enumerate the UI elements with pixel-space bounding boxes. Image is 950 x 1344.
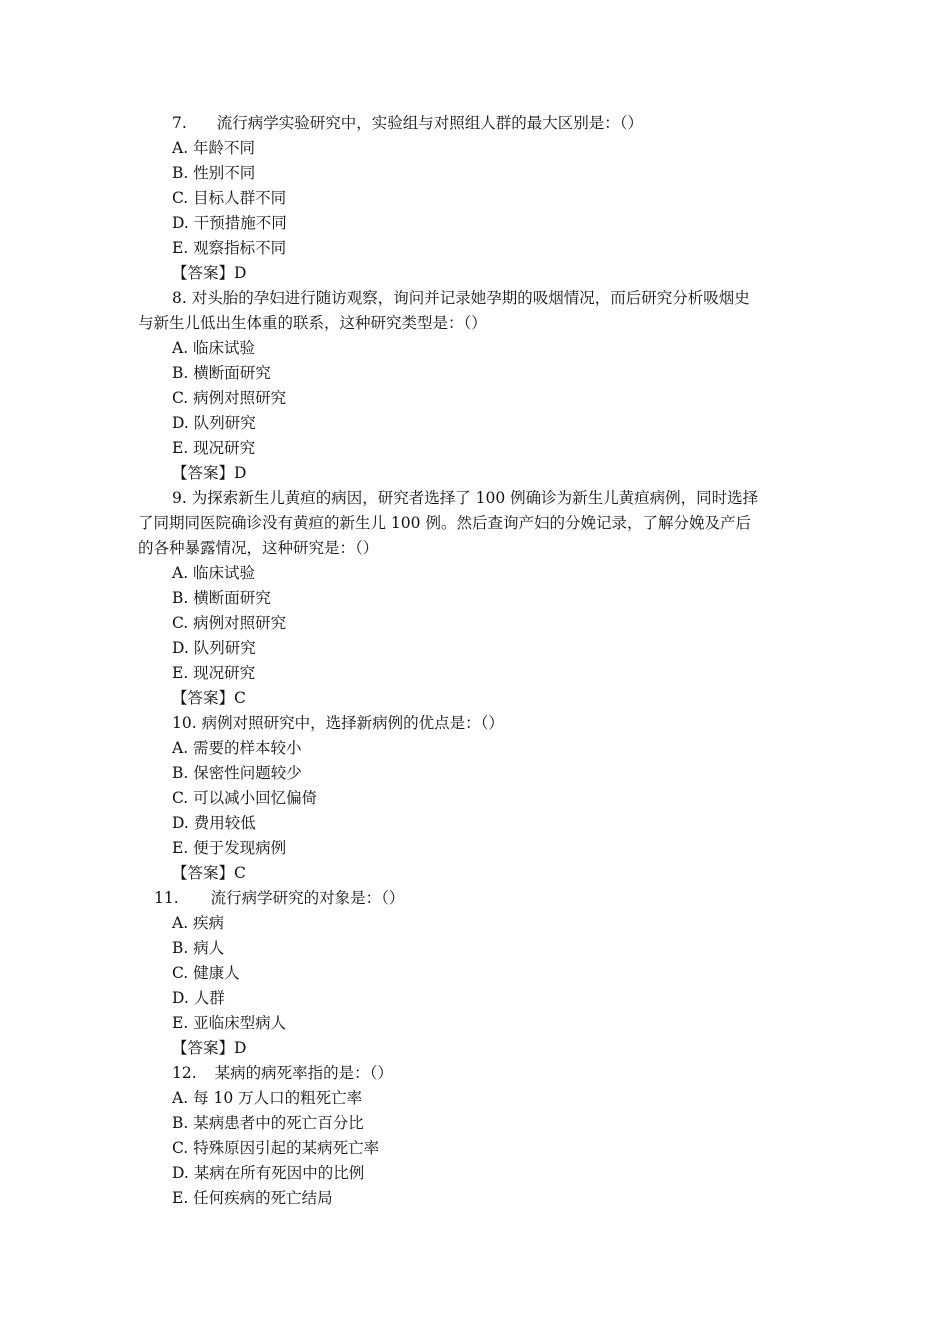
- question-number: 12.: [172, 1064, 197, 1082]
- option-e: E. 任何疾病的死亡结局: [172, 1189, 333, 1207]
- option-b: B. 保密性问题较少: [172, 764, 302, 782]
- question-10-stem: [172, 711, 504, 736]
- question-text-continued: 与新生儿低出生体重的联系，这种研究类型是：（）: [138, 314, 487, 332]
- question-text: 为探索新生儿黄疸的病因，研究者选择了 100 例确诊为新生儿黄疸病例，同时选择: [191, 489, 759, 507]
- option-a: A. 每 10 万人口的粗死亡率: [172, 1089, 363, 1107]
- option-d: D. 干预措施不同: [172, 214, 287, 232]
- option-c: C. 病例对照研究: [172, 389, 287, 407]
- question-text: 流行病学研究的对象是：（）: [210, 889, 405, 907]
- option-a: A. 临床试验: [172, 339, 256, 357]
- question-number: 9.: [172, 489, 187, 507]
- option-a: A. 年龄不同: [172, 139, 256, 157]
- answer: 【答案】D: [172, 464, 247, 482]
- option-d: D. 人群: [172, 989, 225, 1007]
- question-text-continued: 了同期同医院确诊没有黄疸的新生儿 100 例。然后查询产妇的分娩记录，了解分娩及产后: [138, 514, 751, 532]
- option-e: E. 便于发现病例: [172, 839, 287, 857]
- option-e: E. 现况研究: [172, 664, 256, 682]
- option-a: A. 疾病: [172, 914, 225, 932]
- option-e: E. 现况研究: [172, 439, 256, 457]
- question-12-stem: [172, 1061, 393, 1086]
- option-b: B. 某病患者中的死亡百分比: [172, 1114, 364, 1132]
- question-number: 10.: [172, 714, 197, 732]
- option-b: B. 病人: [172, 939, 225, 957]
- option-b: B. 横断面研究: [172, 364, 271, 382]
- option-e: E. 观察指标不同: [172, 239, 287, 257]
- option-c: C. 健康人: [172, 964, 240, 982]
- question-number: 7.: [172, 114, 187, 132]
- option-c: C. 可以减小回忆偏倚: [172, 789, 318, 807]
- question-number: 11.: [154, 889, 179, 907]
- answer: 【答案】C: [172, 864, 246, 882]
- answer: 【答案】D: [172, 1039, 247, 1057]
- question-text-continued: 的各种暴露情况，这种研究是：（）: [138, 539, 379, 557]
- question-9-stem: [172, 486, 758, 511]
- question-text: 病例对照研究中，选择新病例的优点是：（）: [201, 714, 504, 732]
- question-8-stem: [172, 286, 750, 311]
- question-text: 对头胎的孕妇进行随访观察，询问并记录她孕期的吸烟情况，而后研究分析吸烟史: [191, 289, 750, 307]
- question-7-stem: [172, 111, 643, 136]
- question-number: 8.: [172, 289, 187, 307]
- option-d: D. 队列研究: [172, 639, 256, 657]
- option-c: C. 病例对照研究: [172, 614, 287, 632]
- question-11-stem: [154, 886, 404, 911]
- option-a: A. 临床试验: [172, 564, 256, 582]
- option-b: B. 性别不同: [172, 164, 256, 182]
- option-a: A. 需要的样本较小: [172, 739, 302, 757]
- option-c: C. 目标人群不同: [172, 189, 287, 207]
- answer: 【答案】D: [172, 264, 247, 282]
- option-b: B. 横断面研究: [172, 589, 271, 607]
- option-d: D. 费用较低: [172, 814, 256, 832]
- option-d: D. 某病在所有死因中的比例: [172, 1164, 365, 1182]
- question-text: 流行病学实验研究中，实验组与对照组人群的最大区别是：（）: [216, 114, 644, 132]
- option-d: D. 队列研究: [172, 414, 256, 432]
- option-c: C. 特殊原因引起的某病死亡率: [172, 1139, 380, 1157]
- option-e: E. 亚临床型病人: [172, 1014, 287, 1032]
- answer: 【答案】C: [172, 689, 246, 707]
- question-text: 某病的病死率指的是：（）: [214, 1064, 393, 1082]
